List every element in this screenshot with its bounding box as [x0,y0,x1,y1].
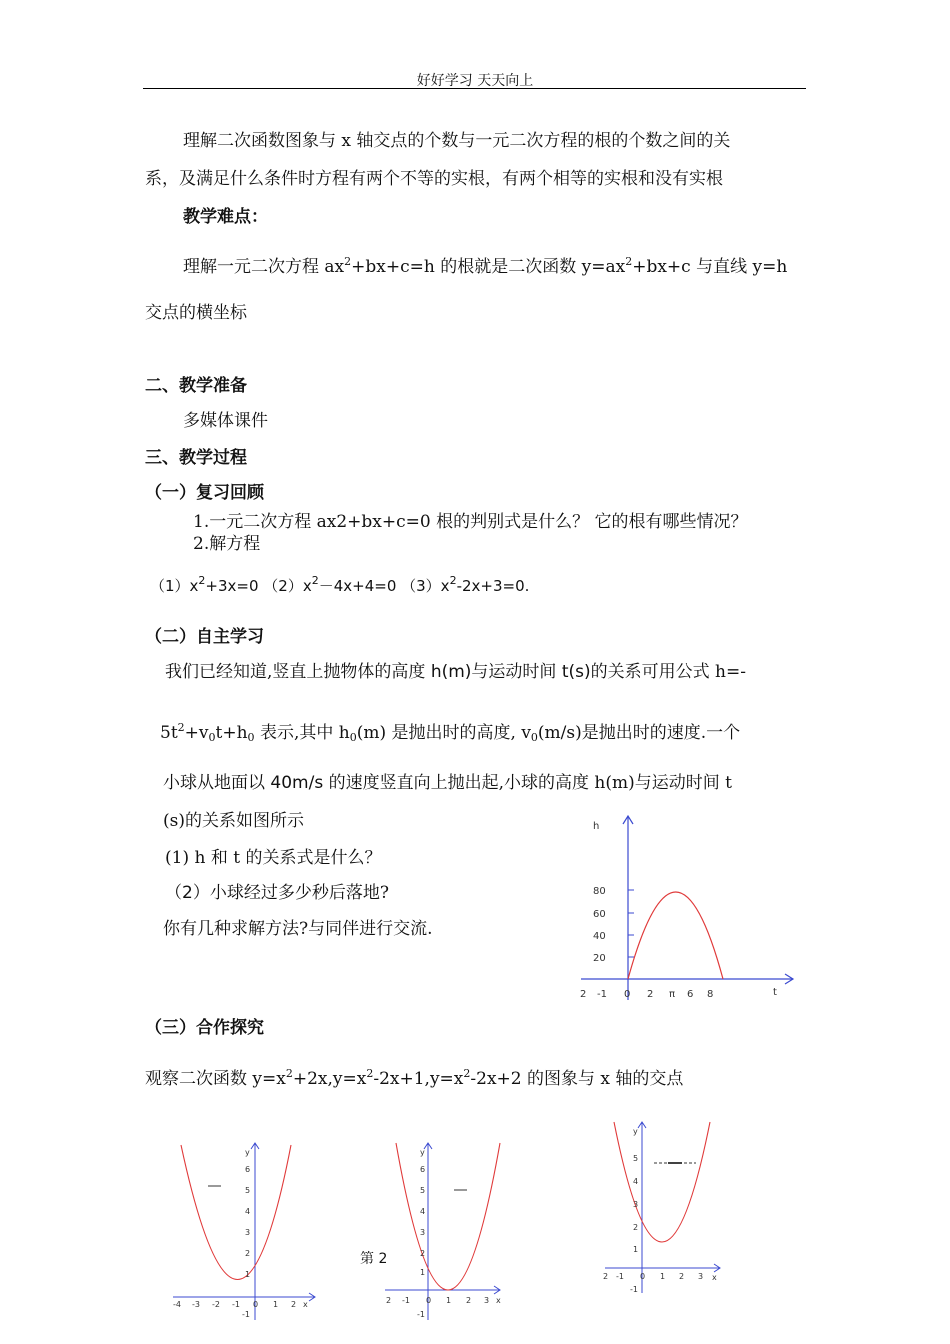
page-header: 好好学习 天天向上 [416,73,534,89]
x-tick-label: 8 [707,989,714,1000]
graph-2-y-label: y [420,1148,425,1157]
graph-1-y-tick: 4 [245,1207,251,1216]
graph-3-x-label: x [712,1273,717,1282]
section-3-heading: 三、教学过程 [145,448,247,468]
graph-2-y-tick: 1 [420,1268,426,1277]
y-axis-label: h [593,821,600,832]
review-equations: $(1)x^2+3x=0$ $(2)x^2-4x+4=0$ $(3)x^2-2x+3=0$. [150,574,530,595]
graph-2 [380,1135,510,1325]
x-tick-label: 0 [624,989,631,1000]
graph-2-x-tick: -1 [402,1296,410,1305]
x-tick-label: π [669,989,676,1000]
graph-2-x-tick: 2 [386,1296,392,1305]
page-number: 第 2 [360,1251,388,1267]
graph-1-y-tick: 2 [245,1249,251,1258]
self-study-line-4: (s)的关系如图所示 [163,811,304,831]
graph-1-y-label: y [245,1148,250,1157]
graph-3-x-tick: 2 [603,1272,609,1281]
graph-3-y-tick: 4 [633,1177,639,1186]
graph-2-y-tick: 3 [420,1228,426,1237]
graph-3-curve [614,1122,710,1242]
graph-1-x-tick: -3 [192,1300,200,1309]
y-tick-label: 60 [593,909,606,920]
graph-3-y-tick: 5 [633,1154,639,1163]
graph-3-x-tick: 2 [679,1272,685,1281]
review-heading: （一）复习回顾 [145,483,264,503]
graph-1-x-tick: -4 [173,1300,181,1309]
graph-1-y-tick: 5 [245,1186,251,1195]
graph-2-x-tick: 0 [426,1296,432,1305]
graph-1-y-tick: 6 [245,1165,251,1174]
graph-3-y-tick: 1 [633,1245,639,1254]
self-study-line-3: 小球从地面以 40m/s 的速度竖直向上抛出起,小球的高度 h(m)与运动时间 t [163,773,732,793]
section-2-heading: 二、教学准备 [145,376,247,396]
y-tick-label: 40 [593,931,606,942]
graph-3-x-tick: 3 [698,1272,704,1281]
question-3: 你有几种求解方法?与同伴进行交流. [163,919,433,939]
graph-1-curve [181,1145,291,1280]
review-question-2: 2.解方程 [193,534,261,554]
graph-2-y-tick: 2 [420,1249,426,1258]
difficulty-line-2: 交点的横坐标 [145,303,247,323]
graph-3 [600,1118,730,1298]
graph-1-y-tick: 1 [245,1270,251,1279]
x-axis-label: t [773,987,777,998]
graph-2-x-tick: 3 [484,1296,490,1305]
graph-2-x-tick: 1 [446,1296,452,1305]
graph-3-y-tick: -1 [630,1285,638,1294]
graph-3-x-tick: 1 [660,1272,666,1281]
y-tick-label: 20 [593,953,606,964]
coop-heading: （三）合作探究 [145,1018,264,1038]
question-2: （2）小球经过多少秒后落地? [165,883,389,903]
question-1: (1) h 和 t 的关系式是什么？ [165,848,382,868]
graph-2-x-label: x [496,1296,501,1305]
key-line-2: 系，及满足什么条件时方程有两个不等的实根，有两个相等的实根和没有实根 [145,169,723,189]
height-time-graph [575,810,810,1010]
review-question-1: 1.一元二次方程 ax2+bx+c=0 根的判别式是什么？ 它的根有哪些情况？ [193,512,748,532]
graph-1-x-tick: 1 [273,1300,279,1309]
graph-1-x-tick: -1 [232,1300,240,1309]
difficulty-heading: 教学难点： [183,207,268,227]
graph-1-x-label: x [303,1300,308,1309]
section-2-item: 多媒体课件 [183,411,268,431]
self-study-heading: （二）自主学习 [145,627,264,647]
x-tick-label: 6 [687,989,694,1000]
y-tick-label: 80 [593,886,606,897]
difficulty-line-1: 理解一元二次方程 $ax^2+bx+c=h$ 的根就是二次函数 $y=ax^2+bx+c$ 与直线 y=h [183,255,788,277]
graph-2-y-tick: 6 [420,1165,426,1174]
graph-2-y-tick: 4 [420,1207,426,1216]
graph-3-y-tick: 3 [633,1200,639,1209]
graph-1-x-tick: 2 [291,1300,297,1309]
graph-3-y-label: y [633,1127,638,1136]
graph-1-x-tick: -2 [212,1300,220,1309]
graph-2-curve [396,1143,500,1290]
x-tick-label: 2 [647,989,654,1000]
graph-3-y-tick: 2 [633,1223,639,1232]
header-rule [143,88,806,89]
graph-1-y-tick: 3 [245,1228,251,1237]
graph-2-x-tick: 2 [466,1296,472,1305]
graph-3-x-tick: -1 [616,1272,624,1281]
graph-2-y-tick: -1 [417,1310,425,1319]
graph-2-y-tick: 5 [420,1186,426,1195]
graph-1-x-tick: 0 [253,1300,259,1309]
self-study-line-2: $5t^2+v_0t+h_0$ 表示,其中 $h_0(m)$ 是抛出时的高度, $v_0(m/s)$是抛出时的速度.一个 [160,721,741,744]
x-tick-label: -1 [597,989,607,1000]
graph-1-y-tick: -1 [242,1310,250,1319]
self-study-line-1: 我们已经知道,竖直上抛物体的高度 h(m)与运动时间 t(s)的关系可用公式 h=- [165,662,746,682]
x-tick-label: 2 [580,989,587,1000]
key-line-1: 理解二次函数图象与 x 轴交点的个数与一元二次方程的根的个数之间的关 [183,131,731,151]
parabola-curve [628,892,723,979]
coop-line: 观察二次函数 $y=x^2+2x,y=x^2-2x+1,y=x^2-2x+2$ 的图象与 x 轴的交点 [145,1067,684,1089]
graph-1 [165,1135,325,1325]
graph-3-x-tick: 0 [640,1272,646,1281]
